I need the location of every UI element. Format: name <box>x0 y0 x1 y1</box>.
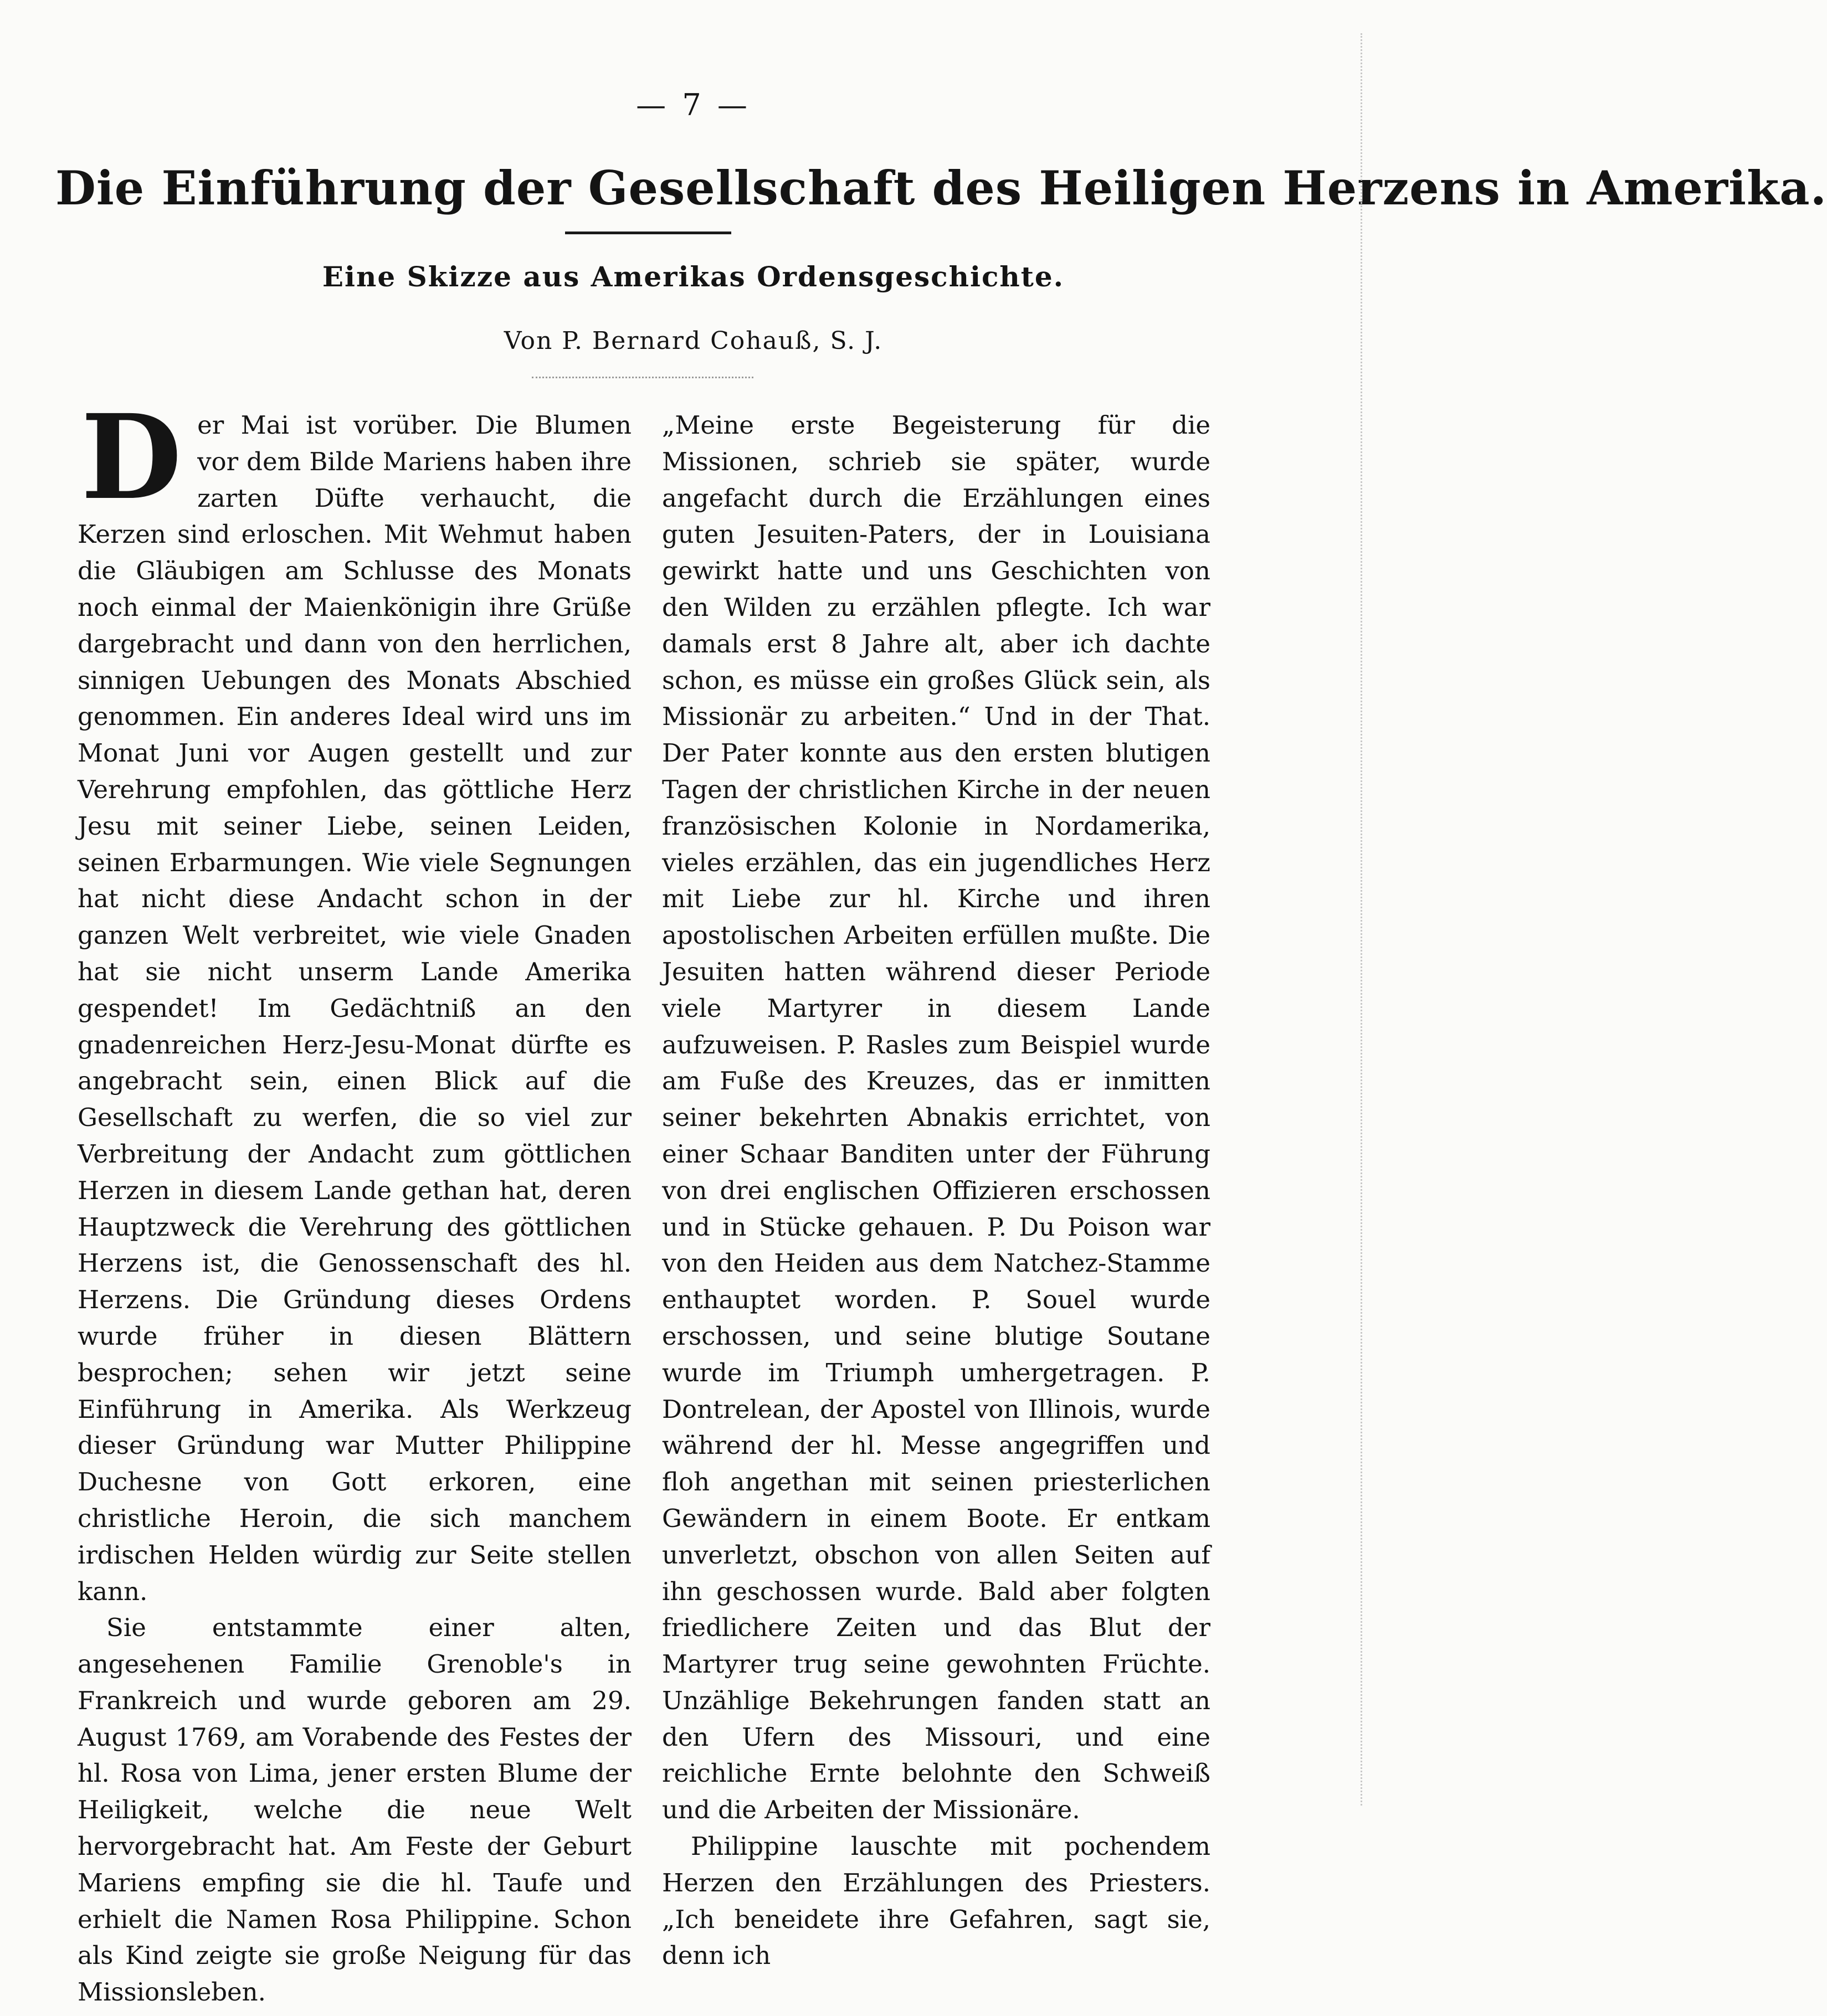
left-paragraph-1-text: er Mai ist vorüber. Die Blumen vor dem Bilde Mariens haben ihre zarten Düfte verhaucht, die Kerzen sind erloschen. Mit Wehmut haben die Gläubigen am Schlusse des Monats noch einmal der Maienkönigin ihre Grüße dargebracht und dann von den herrlichen, sinnigen Uebungen des Monats Abschied genommen. Ein anderes Ideal wird uns im Monat Juni vor Augen gestellt und zur Verehrung empfohlen, das göttliche Herz Jesu mit seiner Liebe, seinen Leiden, seinen Erbarmungen. Wie viele Segnungen hat nicht diese Andacht schon in der ganzen Welt verbreitet, wie viele Gnaden hat sie nicht unserm Lande Amerika gespendet! Im Gedächtniß an den gnadenreichen Herz-Jesu-Monat dürfte es angebracht sein, einen Blick auf die Gesellschaft zu werfen, die so viel zur Verbreitung der Andacht zum göttlichen Herzen in diesem Lande gethan hat, deren Hauptzweck die Verehrung des göttlichen Herzens ist, die Genossenschaft des hl. Herzens. Die Gründung dieses Ordens wurde früher in diesen Blättern besprochen; sehen wir jetzt seine Einführung in Amerika. Als Werkzeug dieser Gründung war Mutter Philippine Duchesne von Gott erkoren, eine christliche Heroin, die sich manchem irdischen Helden würdig zur Seite stellen kann. <box>78 410 632 1606</box>
article-byline: Von P. Bernard Cohauß, S. J. <box>504 327 883 355</box>
byline-divider <box>532 377 753 378</box>
right-paragraph-1: „Meine erste Begeisterung für die Missionen, schrieb sie später, wurde angefacht durch die Erzählungen eines guten Jesuiten-Paters, der in Louisiana gewirkt hatte und uns Geschichten von den Wilden zu erzählen pflegte. Ich war damals erst 8 Jahre alt, aber ich dachte schon, es müsse ein großes Glück sein, als Missionär zu arbeiten.“ Und in der That. Der Pater konnte aus den ersten blutigen Tagen der christlichen Kirche in der neuen französischen Kolonie in Nordamerika, vieles erzählen, das ein jugendliches Herz mit Liebe zur hl. Kirche und ihren apostolischen Arbeiten erfüllen mußte. Die Jesuiten hatten während dieser Periode viele Martyrer in diesem Lande aufzuweisen. P. Rasles zum Beispiel wurde am Fuße des Kreuzes, das er inmitten seiner bekehrten Abnakis errichtet, von einer Schaar Banditen unter der Führung von drei englischen Offizieren erschossen und in Stücke gehauen. P. Du Poison war von den Heiden aus dem Natchez-Stamme enthauptet worden. P. Souel wurde erschossen, und seine blutige Soutane wurde im Triumph umhergetragen. P. Dontrelean, der Apostel von Illinois, wurde während der hl. Messe angegriffen und floh angethan mit seinen priesterlichen Gewändern in einem Boote. Er entkam unverletzt, obschon von allen Seiten auf ihn geschossen wurde. Bald aber folgten friedlichere Zeiten und das Blut der Martyrer trug seine gewohnten Früchte. Unzählige Bekehrungen fanden statt an den Ufern des Missouri, und eine reichliche Ernte belohnte den Schweiß und die Arbeiten der Missionäre. <box>662 410 1210 1825</box>
drop-cap: D <box>81 389 182 526</box>
page-edge-marks <box>1361 33 1364 1806</box>
article-title: Die Einführung der Gesellschaft des Heiligen Herzens in Amerika. <box>55 161 1827 215</box>
page-number: — 7 — <box>636 88 751 122</box>
left-column <box>78 389 632 2010</box>
article-subtitle: Eine Skizze aus Amerikas Ordensgeschichte. <box>322 260 1065 293</box>
right-paragraph-2: Philippine lauschte mit pochendem Herzen den Erzählungen des Priesters. „Ich beneidete ihre Gefahren, sagt sie, denn ich <box>662 1832 1210 1971</box>
title-rule <box>565 232 731 234</box>
left-paragraph-2: Sie entstammte einer alten, angesehenen Familie Grenoble's in Frankreich und wurde geboren am 29. August 1769, am Vorabende des Festes der hl. Rosa von Lima, jener ersten Blume der Heiligkeit, welche die neue Welt hervorgebracht hat. Am Feste der Geburt Mariens empfing sie die hl. Taufe und erhielt die Namen Rosa Philippine. Schon als Kind zeigte sie große Neigung für das Missionsleben. <box>78 1613 632 2007</box>
right-column <box>662 407 1210 1974</box>
left-paragraph-1 <box>78 389 632 1609</box>
